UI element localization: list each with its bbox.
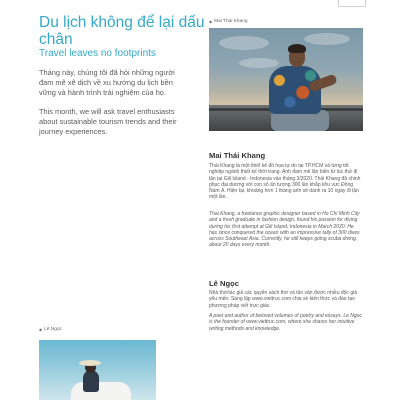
page-tab-marker — [338, 0, 366, 7]
profile-name: Mai Thái Khang — [209, 151, 266, 160]
profile-bio-english: Thai Khang, a freelance graphic designer based in Ho Chi Minh City and a fresh graduate in fashion design, found his passion for diving during his first attempt at Gili Island, Indonesia in March 2020. He has since conquered the ocean with an impressive tally of 300 dives across Southeast Asia. Currently, he still keeps going scuba diving, about 20 days every month. — [209, 211, 360, 249]
article-title: Du lịch không để lại dấu chân — [39, 14, 205, 48]
caption-arrow-icon: ◆ — [209, 19, 213, 24]
article-subtitle: Travel leaves no footprints — [39, 48, 156, 59]
photo-caption — [209, 19, 248, 24]
caption-arrow-icon: ◆ — [39, 327, 43, 332]
caption-label: Mai Thái Khang — [214, 19, 248, 24]
profile-bio-vietnamese: Nhà thơ/tác giả các quyển sách thơ và tản văn được nhiều độc giả yêu mến. Sáng lập www.viettruc.com chia sẻ kiến thức và đào tạo phương pháp viết trực giác. — [209, 290, 357, 309]
portrait-photo-le-ngoc — [39, 340, 156, 400]
profile-name: Lê Ngọc — [209, 279, 239, 288]
caption-label: Lê Ngọc — [44, 327, 62, 332]
photo-caption — [39, 327, 62, 332]
profile-bio-vietnamese: Thái Khang là một thiết kế đồ họa tự do tại TP.HCM và từng tốt nghiệp ngành thiết kế thời trang. Anh đam mê lặn biển từ lúc thử đi lặn tại Gili Island - Indonesia vào tháng 3/2020. Thái Khang đã chinh phục đại dương với con số ấn tượng 300 lần khắp khu vực Đông Nam Á. Hiện tại, khoảng hơn 1 tháng anh sẽ dành ra 10 ngày đi lặn một lần. — [209, 163, 361, 201]
profile-bio-english: A poet and author of beloved volumes of poetry and essays, Le Ngoc is the founder of www.viettruc.com, where she shares her intuitive writing methods and knowledge. — [209, 313, 362, 332]
intro-english: This month, we will ask travel enthusiasts about sustainable tourism trends and their journey experiences. — [39, 107, 177, 137]
portrait-photo-mai-thai-khang — [209, 28, 363, 131]
intro-vietnamese: Tháng này, chúng tôi đã hỏi những người đam mê xê dịch về xu hướng du lịch bền vững và hành trình trải nghiệm của họ. — [39, 68, 175, 98]
